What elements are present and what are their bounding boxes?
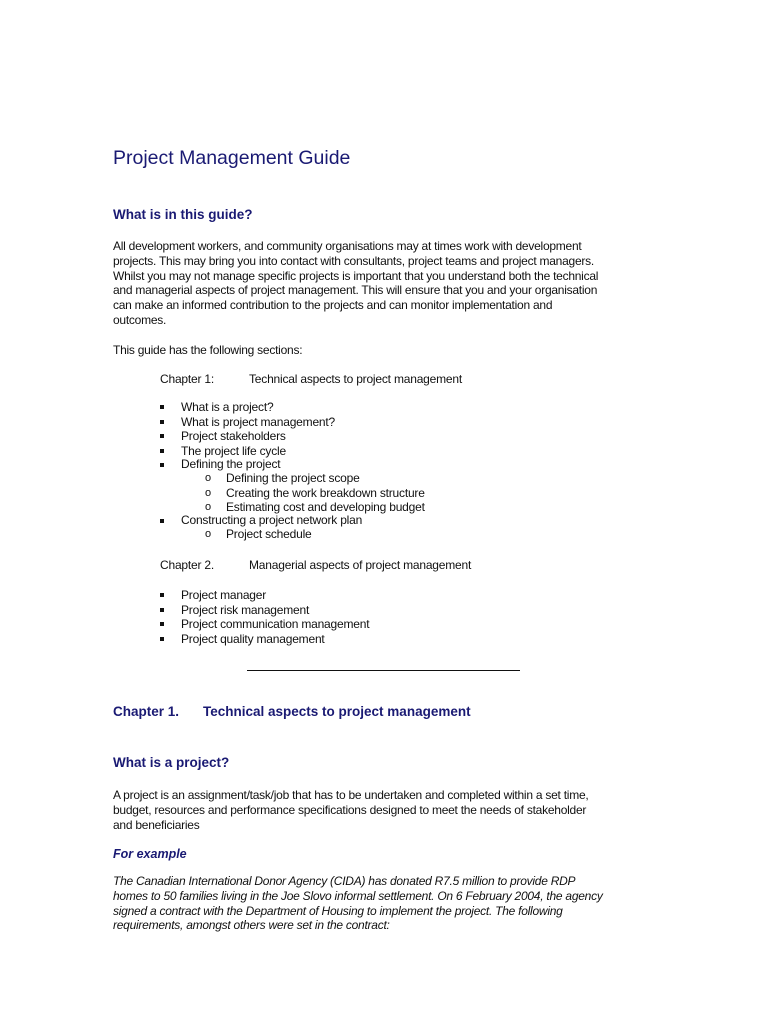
bullet-icon	[160, 519, 164, 523]
outline-chapter-2	[160, 558, 472, 572]
list-item: Project risk management	[113, 603, 369, 618]
definition-line: and beneficiaries	[113, 817, 200, 832]
intro-line: and managerial aspects of project management. This will ensure that you and your organisation	[113, 283, 598, 298]
bullet-icon	[160, 622, 164, 626]
document-page	[113, 0, 658, 1024]
list-item: Project communication management	[113, 617, 369, 632]
circle-bullet-icon: o	[205, 472, 211, 485]
example-paragraph	[113, 874, 658, 933]
chapter-1-title: Technical aspects to project management	[203, 704, 471, 719]
example-line: signed a contract with the Department of Housing to implement the project. The following	[113, 903, 563, 918]
section-divider	[247, 670, 520, 671]
chapter-1-heading	[113, 704, 471, 719]
list-item: Constructing a project network plan	[113, 514, 425, 527]
outline-chapter-1-list	[113, 400, 425, 542]
example-line: requirements, amongst others were set in the contract:	[113, 918, 390, 933]
bullet-icon	[160, 420, 164, 424]
circle-bullet-icon: o	[205, 528, 211, 541]
list-item: Project manager	[113, 588, 369, 603]
bullet-icon	[160, 449, 164, 453]
outline-chapter-1-label: Chapter 1:	[160, 372, 215, 386]
definition-line: A project is an assignment/task/job that has to be undertaken and completed within a set time,	[113, 788, 589, 802]
bullet-icon	[160, 608, 164, 612]
intro-heading: What is in this guide?	[113, 207, 253, 222]
definition-line: budget, resources and performance specifications designed to meet the needs of stakeholder	[113, 802, 587, 817]
list-subitem: o Creating the work breakdown structure	[205, 485, 425, 500]
list-subitem: o Estimating cost and developing budget	[205, 499, 425, 514]
intro-line: can make an informed contribution to the projects and can monitor implementation and	[113, 298, 553, 313]
list-item: Project stakeholders	[113, 429, 425, 444]
example-line: homes to 50 families living in the Joe Slovo informal settlement. On 6 February 2004, the agency	[113, 888, 603, 903]
list-subitem: o Defining the project scope	[205, 471, 360, 486]
intro-paragraph	[113, 239, 658, 328]
intro-line: projects. This may bring you into contact with consultants, project teams and project managers.	[113, 253, 594, 268]
outline-chapter-1	[160, 372, 462, 386]
circle-bullet-icon: o	[205, 486, 211, 499]
list-item: Defining the project	[113, 458, 425, 471]
intro-line: Whilst you may not manage specific projects is important that you understand both the technical	[113, 268, 599, 283]
outline-chapter-2-label: Chapter 2.	[160, 558, 215, 572]
list-item: What is project management?	[113, 415, 425, 430]
intro-line: All development workers, and community organisations may at times work with development	[113, 239, 582, 253]
bullet-icon	[160, 463, 164, 467]
intro-line: outcomes.	[113, 312, 167, 327]
chapter-1-label: Chapter 1.	[113, 704, 180, 719]
list-subitem: o Project schedule	[205, 527, 312, 542]
bullet-icon	[160, 593, 164, 597]
outline-chapter-1-title: Technical aspects to project management	[249, 372, 462, 386]
list-item: The project life cycle	[113, 444, 425, 459]
list-item: What is a project?	[113, 400, 425, 415]
example-label: For example	[113, 847, 187, 861]
section-heading-what-is-a-project: What is a project?	[113, 755, 230, 770]
bullet-icon	[160, 405, 164, 409]
bullet-icon	[160, 637, 164, 641]
document-title: Project Management Guide	[113, 147, 351, 169]
bullet-icon	[160, 434, 164, 438]
outline-chapter-2-list	[113, 588, 369, 646]
sections-lead: This guide has the following sections:	[113, 343, 303, 357]
project-definition	[113, 788, 658, 832]
example-line: The Canadian International Donor Agency (CIDA) has donated R7.5 million to provide RDP	[113, 874, 576, 888]
circle-bullet-icon: o	[205, 500, 211, 513]
list-item: Project quality management	[113, 632, 369, 647]
outline-chapter-2-title: Managerial aspects of project management	[249, 558, 472, 572]
